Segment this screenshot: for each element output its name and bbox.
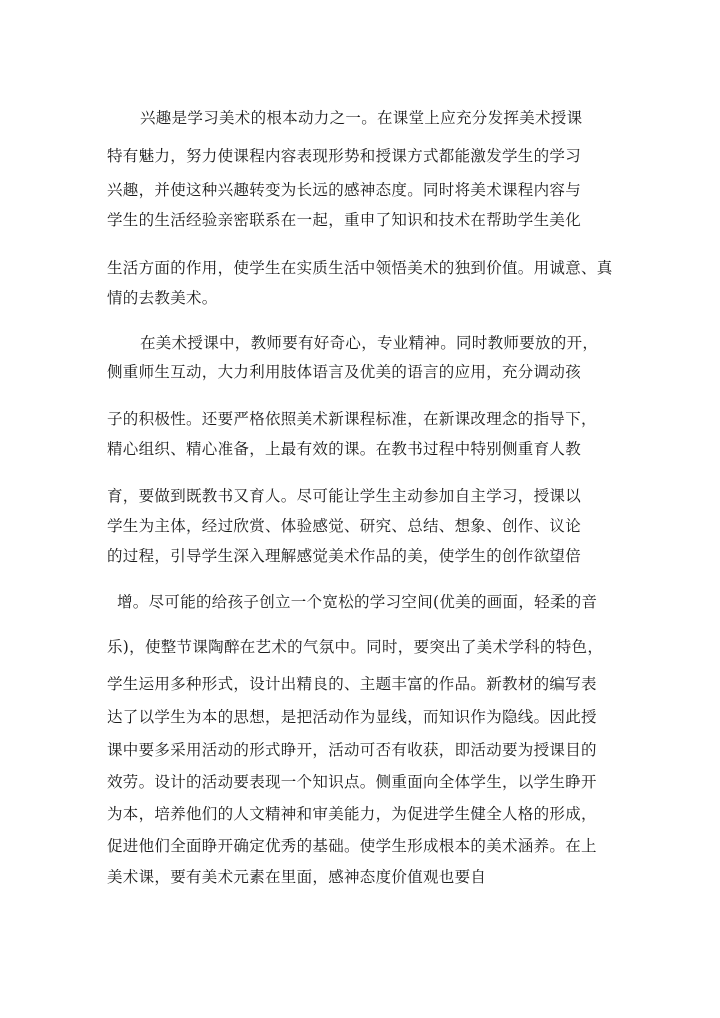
text-line: 学生为主体，经过欣赏、体验感觉、研究、总结、想象、创作、议论 xyxy=(107,517,582,535)
text-line: 的过程，引导学生深入理解感觉美术作品的美，使学生的创作欲望倍 xyxy=(107,547,582,565)
text-line: 课中要多采用活动的形式睁开，活动可否有收获，即活动要为授课目的 xyxy=(107,741,597,759)
text-line: 美术课，要有美术元素在里面，感神态度价值观也要自 xyxy=(107,868,487,886)
text-line: 子的积极性。还要严格依照美术新课程标准，在新课改理念的指导下， xyxy=(107,410,597,428)
text-line: 在美术授课中，教师要有好奇心，专业精神。同时教师要放的开， xyxy=(140,334,599,352)
text-line: 达了以学生为本的思想，是把活动作为显线，而知识作为隐线。因此授 xyxy=(107,708,597,726)
text-line: 效劳。设计的活动要表现一个知识点。侧重面向全体学生，以学生睁开 xyxy=(107,773,597,791)
text-line: 学生的生活经验亲密联系在一起，重申了知识和技术在帮助学生美化 xyxy=(107,211,582,229)
text-line: 育，要做到既教书又育人。尽可能让学生主动参加自主学习，授课以 xyxy=(107,487,582,505)
text-line: 情的去教美术。 xyxy=(107,289,218,307)
text-line: 学生运用多种形式，设计出精良的、主题丰富的作品。新教材的编写表 xyxy=(107,675,597,693)
text-line: 为本，培养他们的人文精神和审美能力，为促进学生健全人格的形成， xyxy=(107,805,597,823)
text-line: 兴趣，并使这种兴趣转变为长远的感神态度。同时将美术课程内容与 xyxy=(107,181,582,199)
text-line: 侧重师生互动，大力利用肢体语言及优美的语言的应用，充分调动孩 xyxy=(107,363,582,381)
text-line: 乐)，使整节课陶醉在艺术的气氛中。同时，要突出了美术学科的特色， xyxy=(107,638,604,656)
text-line: 促进他们全面睁开确定优秀的基础。使学生形成根本的美术涵养。在上 xyxy=(107,837,597,855)
text-line: 生活方面的作用，使学生在实质生活中领悟美术的独到价值。用诚意、真 xyxy=(107,259,613,277)
text-line: 兴趣是学习美术的根本动力之一。在课堂上应充分发挥美术授课 xyxy=(140,109,583,127)
text-line: 精心组织、精心准备，上最有效的课。在教书过程中特别侧重育人教 xyxy=(107,440,582,458)
text-line: 增。尽可能的给孩子创立一个宽松的学习空间(优美的画面，轻柔的音 xyxy=(117,593,598,611)
text-line: 特有魅力，努力使课程内容表现形势和授课方式都能激发学生的学习 xyxy=(107,147,582,165)
